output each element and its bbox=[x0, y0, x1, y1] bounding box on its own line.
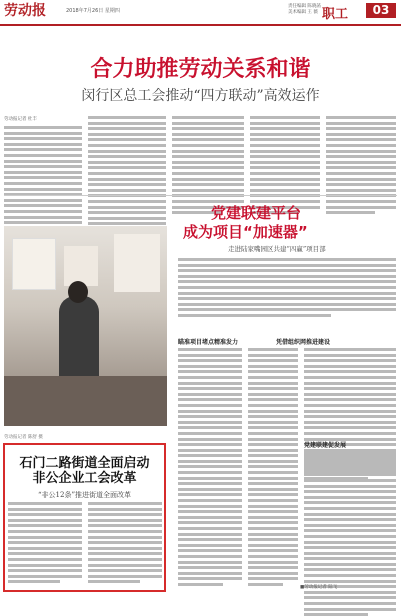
feature-subheadline: 走进陆家嘴园区共建“四赢”项目部 bbox=[228, 245, 326, 253]
boxed-subheadline: “非公12条”推进街道全面改革 bbox=[37, 491, 132, 499]
lead-body-col3 bbox=[172, 116, 244, 214]
lead-byline: 劳动报记者 杜丰 bbox=[4, 117, 37, 122]
photo-caption: 劳动报记者 陈舒 摄 bbox=[4, 435, 43, 440]
newspaper-logo: 劳动报 bbox=[4, 3, 46, 19]
feature-subhead-2: 凭借组织网推进建设 bbox=[276, 339, 331, 346]
boxed-body-col1 bbox=[8, 502, 82, 583]
page-number: 03 bbox=[366, 3, 396, 18]
feature-headline-line1: 党建联建平台 bbox=[211, 204, 302, 222]
boxed-body-col2 bbox=[88, 502, 162, 583]
news-photo bbox=[4, 226, 167, 426]
boxed-headline-line1: 石门二路街道全面启动 bbox=[19, 456, 150, 471]
feature-subhead-3: 党建联建促发展 bbox=[304, 442, 347, 449]
feature-footer-credit: ■劳动报记者 陆飞 bbox=[300, 585, 338, 590]
section-divider bbox=[4, 195, 397, 196]
section-title: 职工 bbox=[322, 7, 349, 22]
feature-body-col2 bbox=[248, 348, 298, 586]
issue-date: 2018年7月26日 星期四 bbox=[66, 8, 120, 14]
boxed-headline bbox=[3, 456, 166, 486]
feature-intro-body bbox=[178, 258, 396, 317]
feature-headline-line2: 成为项目“加速器” bbox=[183, 223, 308, 241]
feature-headline bbox=[183, 204, 308, 242]
lead-body-col5 bbox=[326, 116, 396, 214]
lead-headline: 合力助推劳动关系和谐 bbox=[90, 57, 311, 82]
feature-subhead-1: 瞄准项目堵点精准发力 bbox=[178, 339, 239, 346]
feature-body-col3b bbox=[304, 451, 396, 616]
lead-body-col2 bbox=[88, 116, 166, 236]
lead-body-col1 bbox=[4, 126, 82, 235]
feature-body-col1 bbox=[178, 348, 242, 586]
boxed-headline-line2: 非公企业工会改革 bbox=[32, 471, 137, 486]
editor-info: 责任编辑 陈晓菡 美术编辑 王 薇 bbox=[288, 4, 321, 15]
lead-body-col4 bbox=[250, 116, 320, 214]
lead-subheadline: 闵行区总工会推动“四方联动”高效运作 bbox=[81, 88, 320, 104]
